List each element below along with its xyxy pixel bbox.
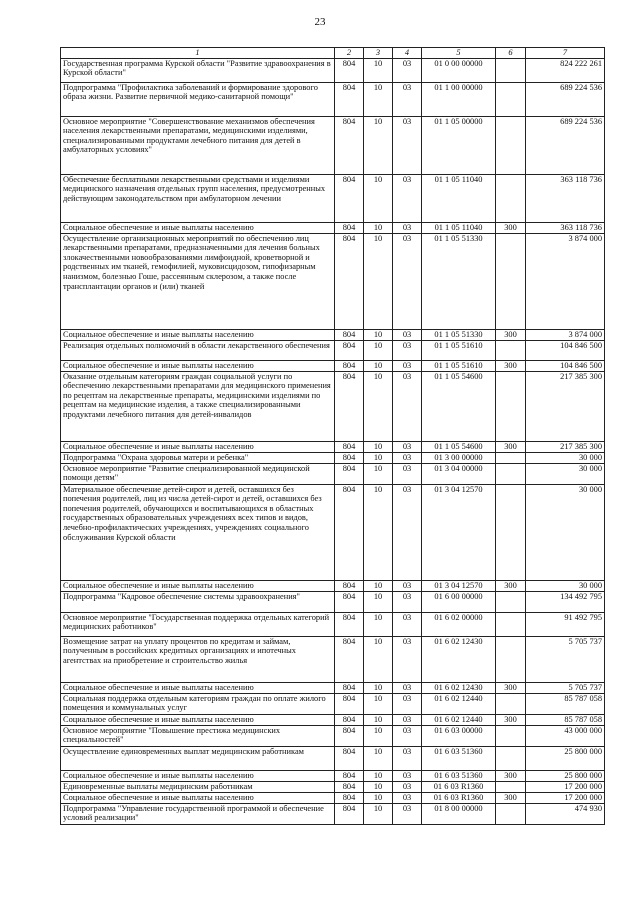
table-row	[61, 340, 605, 360]
row-col5-cell: 01 1 05 11040	[422, 174, 496, 222]
row-col5-cell: 01 8 00 00000	[422, 803, 496, 824]
row-amount-cell: 30 000	[526, 580, 605, 591]
row-name-cell: Социальное обеспечение и иные выплаты населению	[61, 770, 335, 781]
row-name-cell: Основное мероприятие "Развитие специализированной медицинской помощи детям"	[61, 463, 335, 484]
row-amount-cell: 217 385 300	[526, 441, 605, 452]
row-name-cell: Осуществление организационных мероприятий по обеспечению лиц лекарственными препаратами, предназначенными для лечения больных злокачественными новообразованиями лимфоидной, кроветворной и родственных им тканей, гемофилией, муковисцидозом, гипофизарным нанизмом, болезнью Гоше, рассеянным склерозом, а также после трансплантации органов и (или) тканей	[61, 233, 335, 329]
table-row	[61, 714, 605, 725]
header-col-7: 7	[526, 48, 605, 59]
row-col6-cell	[496, 463, 526, 484]
row-col3-cell: 10	[364, 591, 393, 612]
row-amount-cell: 25 800 000	[526, 770, 605, 781]
row-col5-cell: 01 1 05 11040	[422, 222, 496, 233]
row-name-cell: Подпрограмма "Охрана здоровья матери и ребенка"	[61, 452, 335, 463]
row-col6-cell	[496, 591, 526, 612]
table-row	[61, 441, 605, 452]
row-col5-cell: 01 1 05 54600	[422, 441, 496, 452]
row-col2-cell: 804	[335, 116, 364, 174]
row-col6-cell	[496, 116, 526, 174]
page-number: 23	[314, 16, 326, 28]
row-col5-cell: 01 1 05 51330	[422, 233, 496, 329]
row-name-cell: Обеспечение бесплатными лекарственными средствами и изделиями медицинского назначения отдельных групп населения, предусмотренных действующим законодательством при амбулаторном лечении	[61, 174, 335, 222]
row-col5-cell: 01 6 02 12440	[422, 693, 496, 714]
row-col6-cell	[496, 781, 526, 792]
row-col2-cell: 804	[335, 82, 364, 116]
row-col5-cell: 01 3 04 12570	[422, 484, 496, 580]
row-col2-cell: 804	[335, 233, 364, 329]
row-col5-cell: 01 3 04 12570	[422, 580, 496, 591]
row-amount-cell: 85 787 058	[526, 714, 605, 725]
row-col3-cell: 10	[364, 463, 393, 484]
row-col4-cell: 03	[393, 329, 422, 340]
row-name-cell: Реализация отдельных полномочий в области лекарственного обеспечения	[61, 340, 335, 360]
row-col6-cell	[496, 58, 526, 82]
row-col3-cell: 10	[364, 82, 393, 116]
row-name-cell: Социальное обеспечение и иные выплаты населению	[61, 580, 335, 591]
table-row	[61, 116, 605, 174]
row-col6-cell	[496, 174, 526, 222]
row-name-cell: Социальное обеспечение и иные выплаты населению	[61, 714, 335, 725]
row-col4-cell: 03	[393, 371, 422, 441]
row-col3-cell: 10	[364, 222, 393, 233]
row-col2-cell: 804	[335, 340, 364, 360]
header-col-3: 3	[364, 48, 393, 59]
row-col5-cell: 01 0 00 00000	[422, 58, 496, 82]
row-amount-cell: 689 224 536	[526, 82, 605, 116]
row-col3-cell: 10	[364, 340, 393, 360]
row-amount-cell: 3 874 000	[526, 233, 605, 329]
row-col3-cell: 10	[364, 58, 393, 82]
table-row	[61, 682, 605, 693]
row-name-cell: Материальное обеспечение детей-сирот и детей, оставшихся без попечения родителей, лиц из числа детей-сирот и детей, оставшихся без попечения родителей, обучающихся и воспитывающихся в областных государственных образовательных учреждениях всех типов и видов, лечебно-профилактических учреждениях, учреждениях социального обслуживания Курской области	[61, 484, 335, 580]
row-col4-cell: 03	[393, 591, 422, 612]
row-col6-cell: 300	[496, 770, 526, 781]
row-col2-cell: 804	[335, 792, 364, 803]
row-col6-cell	[496, 803, 526, 824]
row-col5-cell: 01 1 05 51610	[422, 340, 496, 360]
row-amount-cell: 91 492 795	[526, 612, 605, 636]
row-col4-cell: 03	[393, 792, 422, 803]
row-col5-cell: 01 1 05 54600	[422, 371, 496, 441]
table-header-row	[61, 48, 605, 59]
table-row	[61, 82, 605, 116]
row-col3-cell: 10	[364, 636, 393, 682]
row-amount-cell: 85 787 058	[526, 693, 605, 714]
row-amount-cell: 17 200 000	[526, 781, 605, 792]
row-col4-cell: 03	[393, 781, 422, 792]
row-col5-cell: 01 3 00 00000	[422, 452, 496, 463]
table-row	[61, 360, 605, 371]
row-col3-cell: 10	[364, 770, 393, 781]
row-amount-cell: 134 492 795	[526, 591, 605, 612]
row-col2-cell: 804	[335, 580, 364, 591]
row-col3-cell: 10	[364, 580, 393, 591]
row-col5-cell: 01 6 02 00000	[422, 612, 496, 636]
row-amount-cell: 474 930	[526, 803, 605, 824]
row-col5-cell: 01 1 05 51330	[422, 329, 496, 340]
row-col4-cell: 03	[393, 441, 422, 452]
row-col5-cell: 01 1 00 00000	[422, 82, 496, 116]
row-col2-cell: 804	[335, 452, 364, 463]
row-name-cell: Единовременные выплаты медицинским работникам	[61, 781, 335, 792]
table-row	[61, 612, 605, 636]
table-row	[61, 591, 605, 612]
row-col5-cell: 01 6 03 51360	[422, 770, 496, 781]
row-col5-cell: 01 6 03 00000	[422, 725, 496, 746]
row-name-cell: Социальное обеспечение и иные выплаты населению	[61, 222, 335, 233]
row-amount-cell: 30 000	[526, 484, 605, 580]
table-row	[61, 636, 605, 682]
row-name-cell: Государственная программа Курской области "Развитие здравоохранения в Курской области"	[61, 58, 335, 82]
row-col6-cell	[496, 612, 526, 636]
row-col6-cell	[496, 725, 526, 746]
row-col5-cell: 01 3 04 00000	[422, 463, 496, 484]
row-col2-cell: 804	[335, 174, 364, 222]
row-col2-cell: 804	[335, 725, 364, 746]
row-col4-cell: 03	[393, 770, 422, 781]
row-amount-cell: 5 705 737	[526, 682, 605, 693]
row-name-cell: Подпрограмма "Управление государственной программой и обеспечение условий реализации"	[61, 803, 335, 824]
table-row	[61, 222, 605, 233]
table-row	[61, 725, 605, 746]
row-col4-cell: 03	[393, 58, 422, 82]
row-amount-cell: 824 222 261	[526, 58, 605, 82]
header-col-1: 1	[61, 48, 335, 59]
row-col6-cell: 300	[496, 222, 526, 233]
table-row	[61, 233, 605, 329]
row-col4-cell: 03	[393, 174, 422, 222]
row-col6-cell: 300	[496, 360, 526, 371]
row-col4-cell: 03	[393, 693, 422, 714]
row-col4-cell: 03	[393, 612, 422, 636]
row-col6-cell	[496, 82, 526, 116]
table-row	[61, 781, 605, 792]
row-col2-cell: 804	[335, 803, 364, 824]
row-col2-cell: 804	[335, 746, 364, 770]
row-amount-cell: 3 874 000	[526, 329, 605, 340]
row-col5-cell: 01 6 03 51360	[422, 746, 496, 770]
row-col3-cell: 10	[364, 371, 393, 441]
row-name-cell: Социальное обеспечение и иные выплаты населению	[61, 441, 335, 452]
row-col5-cell: 01 6 03 R1360	[422, 792, 496, 803]
table-row	[61, 792, 605, 803]
row-col6-cell: 300	[496, 441, 526, 452]
row-name-cell: Возмещение затрат на уплату процентов по кредитам и займам, полученным в российских кредитных организациях и ипотечных агентствах на приобретение и строительство жилья	[61, 636, 335, 682]
budget-table	[60, 47, 605, 825]
row-col2-cell: 804	[335, 58, 364, 82]
row-col2-cell: 804	[335, 371, 364, 441]
row-col5-cell: 01 6 02 12430	[422, 636, 496, 682]
row-col6-cell	[496, 452, 526, 463]
row-col3-cell: 10	[364, 781, 393, 792]
row-amount-cell: 17 200 000	[526, 792, 605, 803]
row-col6-cell	[496, 371, 526, 441]
row-col4-cell: 03	[393, 682, 422, 693]
row-col2-cell: 804	[335, 484, 364, 580]
row-amount-cell: 104 846 500	[526, 360, 605, 371]
row-name-cell: Подпрограмма "Профилактика заболеваний и формирование здорового образа жизни. Развитие первичной медико-санитарной помощи"	[61, 82, 335, 116]
row-col3-cell: 10	[364, 116, 393, 174]
row-col4-cell: 03	[393, 340, 422, 360]
row-col6-cell: 300	[496, 329, 526, 340]
row-col6-cell: 300	[496, 580, 526, 591]
row-col2-cell: 804	[335, 693, 364, 714]
table-row	[61, 174, 605, 222]
row-col3-cell: 10	[364, 746, 393, 770]
row-col4-cell: 03	[393, 636, 422, 682]
row-col6-cell	[496, 233, 526, 329]
row-name-cell: Подпрограмма "Кадровое обеспечение системы здравоохранения"	[61, 591, 335, 612]
row-col6-cell: 300	[496, 792, 526, 803]
row-col4-cell: 03	[393, 82, 422, 116]
row-col4-cell: 03	[393, 463, 422, 484]
row-amount-cell: 363 118 736	[526, 174, 605, 222]
row-col2-cell: 804	[335, 463, 364, 484]
row-col5-cell: 01 6 00 00000	[422, 591, 496, 612]
row-col2-cell: 804	[335, 682, 364, 693]
row-col6-cell	[496, 746, 526, 770]
row-col2-cell: 804	[335, 770, 364, 781]
row-col2-cell: 804	[335, 781, 364, 792]
row-col3-cell: 10	[364, 714, 393, 725]
row-amount-cell: 25 800 000	[526, 746, 605, 770]
table-row	[61, 329, 605, 340]
row-col2-cell: 804	[335, 441, 364, 452]
row-col5-cell: 01 6 02 12440	[422, 714, 496, 725]
row-col4-cell: 03	[393, 222, 422, 233]
row-col4-cell: 03	[393, 746, 422, 770]
row-col3-cell: 10	[364, 792, 393, 803]
row-name-cell: Социальное обеспечение и иные выплаты населению	[61, 682, 335, 693]
row-col5-cell: 01 1 05 00000	[422, 116, 496, 174]
header-col-5: 5	[422, 48, 496, 59]
row-name-cell: Основное мероприятие "Государственная поддержка отдельных категорий медицинских работников"	[61, 612, 335, 636]
row-col4-cell: 03	[393, 484, 422, 580]
row-amount-cell: 30 000	[526, 452, 605, 463]
row-name-cell: Социальное обеспечение и иные выплаты населению	[61, 792, 335, 803]
row-name-cell: Основное мероприятие "Совершенствование механизмов обеспечения населения лекарственными препаратами, медицинскими изделиями, специализированными продуктами лечебного питания для детей в амбулаторных условиях"	[61, 116, 335, 174]
table-row	[61, 452, 605, 463]
row-amount-cell: 104 846 500	[526, 340, 605, 360]
row-col3-cell: 10	[364, 693, 393, 714]
row-col2-cell: 804	[335, 714, 364, 725]
row-col4-cell: 03	[393, 803, 422, 824]
row-col3-cell: 10	[364, 360, 393, 371]
table-row	[61, 580, 605, 591]
row-col3-cell: 10	[364, 329, 393, 340]
row-col6-cell: 300	[496, 714, 526, 725]
table-row	[61, 371, 605, 441]
row-name-cell: Социальное обеспечение и иные выплаты населению	[61, 360, 335, 371]
table-row	[61, 746, 605, 770]
row-col4-cell: 03	[393, 233, 422, 329]
row-amount-cell: 689 224 536	[526, 116, 605, 174]
row-col3-cell: 10	[364, 612, 393, 636]
table-row	[61, 693, 605, 714]
row-col2-cell: 804	[335, 636, 364, 682]
header-col-4: 4	[393, 48, 422, 59]
row-col4-cell: 03	[393, 452, 422, 463]
row-col3-cell: 10	[364, 452, 393, 463]
row-amount-cell: 5 705 737	[526, 636, 605, 682]
table-row	[61, 770, 605, 781]
table-row	[61, 463, 605, 484]
row-amount-cell: 217 385 300	[526, 371, 605, 441]
row-name-cell: Оказание отдельным категориям граждан социальной услуги по обеспечению лекарственными препаратами для медицинского применения по рецептам на лекарственные препараты, медицинскими изделиями по рецептам на медицинские изделия, а также специализированными продуктами лечебного питания для детей-инвалидов	[61, 371, 335, 441]
row-amount-cell: 30 000	[526, 463, 605, 484]
row-col5-cell: 01 1 05 51610	[422, 360, 496, 371]
row-col3-cell: 10	[364, 174, 393, 222]
row-col2-cell: 804	[335, 612, 364, 636]
row-col4-cell: 03	[393, 116, 422, 174]
table-row	[61, 803, 605, 824]
row-col6-cell: 300	[496, 682, 526, 693]
row-amount-cell: 43 000 000	[526, 725, 605, 746]
row-col5-cell: 01 6 03 R1360	[422, 781, 496, 792]
row-col6-cell	[496, 636, 526, 682]
row-col4-cell: 03	[393, 725, 422, 746]
row-name-cell: Социальное обеспечение и иные выплаты населению	[61, 329, 335, 340]
row-col3-cell: 10	[364, 725, 393, 746]
row-col4-cell: 03	[393, 580, 422, 591]
header-col-6: 6	[496, 48, 526, 59]
row-col2-cell: 804	[335, 360, 364, 371]
row-name-cell: Социальная поддержка отдельным категориям граждан по оплате жилого помещения и коммунальных услуг	[61, 693, 335, 714]
row-col3-cell: 10	[364, 484, 393, 580]
header-col-2: 2	[335, 48, 364, 59]
table-row	[61, 58, 605, 82]
row-name-cell: Осуществление единовременных выплат медицинским работникам	[61, 746, 335, 770]
row-col2-cell: 804	[335, 591, 364, 612]
row-col6-cell	[496, 484, 526, 580]
table-row	[61, 484, 605, 580]
row-col6-cell	[496, 340, 526, 360]
row-col5-cell: 01 6 02 12430	[422, 682, 496, 693]
row-col3-cell: 10	[364, 803, 393, 824]
row-col4-cell: 03	[393, 360, 422, 371]
row-col2-cell: 804	[335, 222, 364, 233]
row-col2-cell: 804	[335, 329, 364, 340]
row-col6-cell	[496, 693, 526, 714]
row-amount-cell: 363 118 736	[526, 222, 605, 233]
row-col4-cell: 03	[393, 714, 422, 725]
row-col3-cell: 10	[364, 233, 393, 329]
row-col3-cell: 10	[364, 441, 393, 452]
row-col3-cell: 10	[364, 682, 393, 693]
row-name-cell: Основное мероприятие "Повышение престижа медицинских специальностей"	[61, 725, 335, 746]
